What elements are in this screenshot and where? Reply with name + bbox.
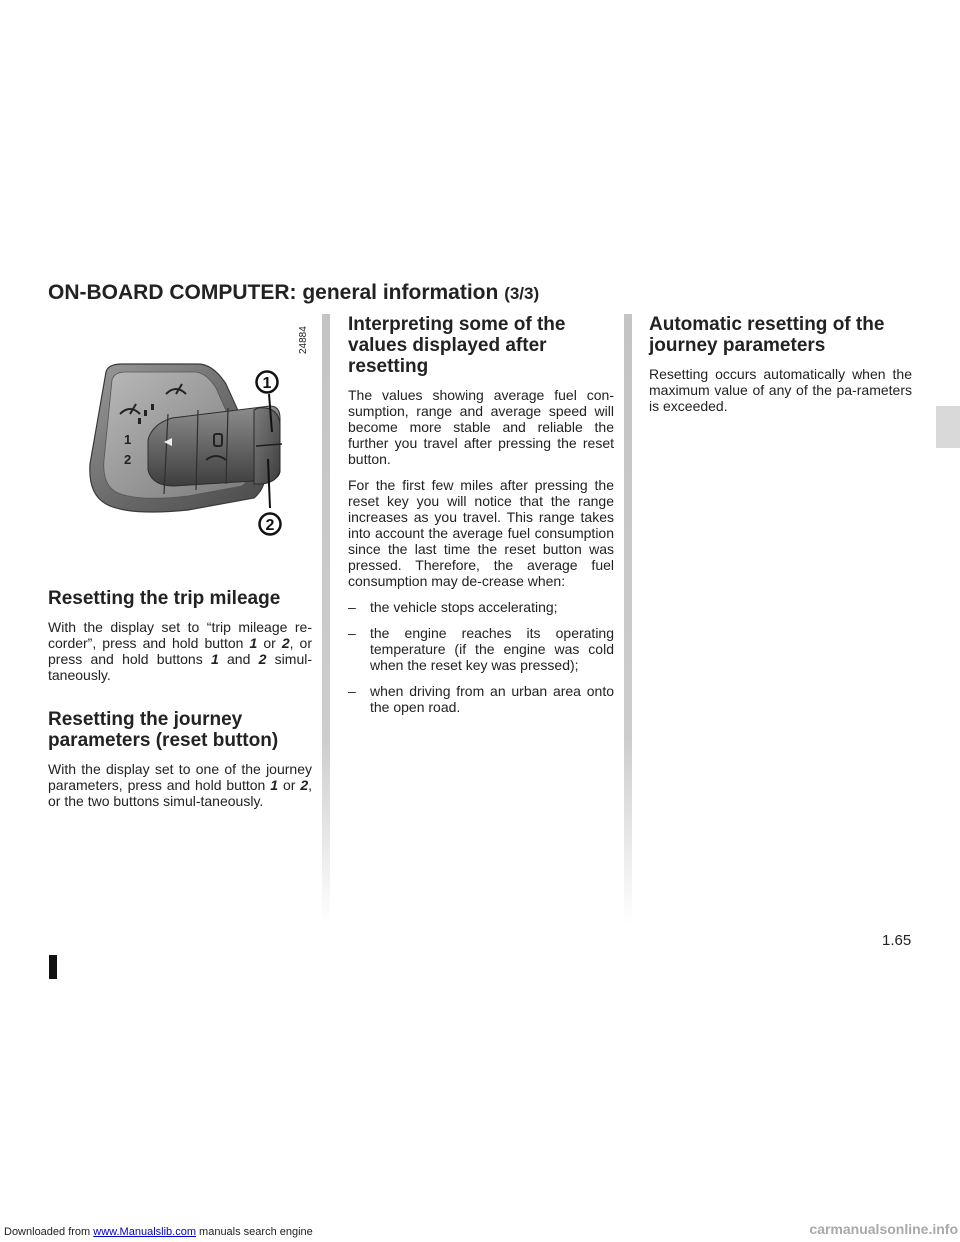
callout-1: [257, 372, 278, 393]
callout-2: [260, 514, 281, 535]
corner-mark: [49, 955, 57, 979]
column-divider-2: [624, 314, 632, 924]
watermark: carmanualsonline.info: [809, 1221, 958, 1237]
wiper-stalk-drawing: [48, 314, 318, 544]
heading-resetting-trip-mileage: Resetting the trip mileage: [48, 588, 281, 609]
svg-text:2: 2: [265, 517, 275, 534]
consumption-decrease-list: [348, 599, 614, 715]
paragraph-values-stable: The values showing average fuel con-sumption, range and average speed will become more stable and reliable the further you travel after pressing the reset button.: [348, 387, 614, 467]
page-title-text: ON-BOARD COMPUTER: general information: [48, 281, 499, 304]
list-item: – the vehicle stops accelerating;: [348, 599, 614, 615]
stalk-mark-2: 2: [124, 452, 132, 467]
column-3: [649, 314, 912, 424]
paragraph-journey-parameters: With the display set to one of the journey parameters, press and hold button 1 or 2, or the two buttons simul-taneously.: [48, 761, 312, 809]
heading-resetting-journey-parameters: Resetting the journey parameters (reset button): [48, 709, 279, 751]
section-side-tab: [936, 406, 960, 448]
page-title: [48, 281, 539, 305]
list-item: – the engine reaches its operating temperature (if the engine was cold when the reset key was pressed);: [348, 625, 614, 673]
paragraph-automatic-resetting: Resetting occurs automatically when the maximum value of any of the pa-rameters is exceeded.: [649, 366, 912, 414]
list-item: – when driving from an urban area onto the open road.: [348, 683, 614, 715]
page-number: 1.65: [882, 932, 912, 949]
column-divider-1: [322, 314, 330, 924]
paragraph-range-increases: For the first few miles after pressing the reset key you will notice that the range increases as you travel. This range takes into account the average fuel consumption since the last time the reset button was pressed. Therefore, the average fuel consumption may de-crease when:: [348, 477, 614, 589]
manualslib-link[interactable]: www.Manualslib.com: [93, 1226, 196, 1238]
wiper-stalk-illustration: [48, 314, 318, 544]
column-1: [48, 588, 312, 819]
stalk-mark-1: 1: [124, 432, 132, 447]
heading-interpreting-values: Interpreting some of the values displayed after resetting: [348, 314, 566, 377]
svg-text:1: 1: [262, 375, 272, 392]
heading-automatic-resetting: Automatic resetting of the journey parameters: [649, 314, 885, 356]
page-title-part: (3/3): [504, 284, 540, 303]
download-footer: Downloaded from www.Manualslib.com manuals search engine: [4, 1226, 313, 1238]
figure-ref-number: 24884: [298, 326, 309, 354]
paragraph-trip-mileage: With the display set to “trip mileage re-corder”, press and hold button 1 or 2, or press and hold buttons 1 and 2 simul-taneously.: [48, 619, 312, 683]
column-2: [348, 314, 614, 725]
